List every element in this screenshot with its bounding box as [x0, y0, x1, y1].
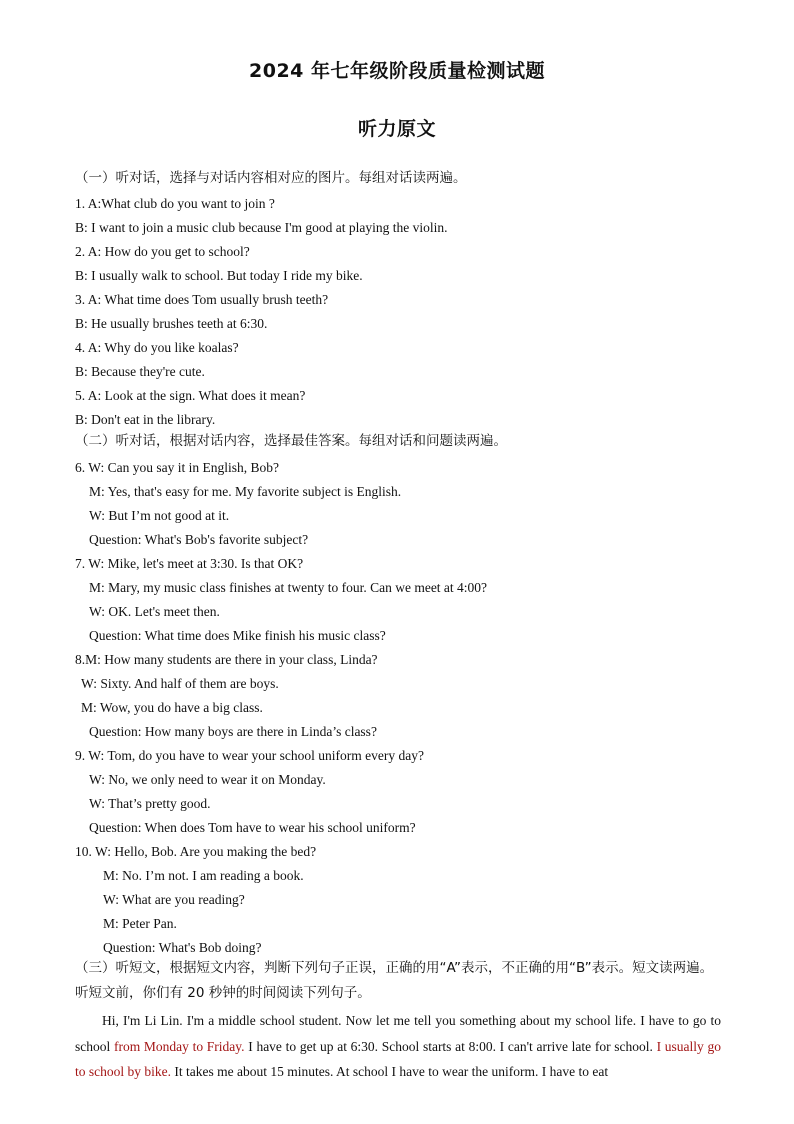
dialogue-line: W: No, we only need to wear it on Monday. [89, 772, 326, 787]
dialogue-line: 6. W: Can you say it in English, Bob? [75, 460, 279, 475]
dialogue-line: 1. A:What club do you want to join ? [75, 196, 275, 211]
passage-highlight: from Monday to Friday. [113, 1038, 245, 1054]
dialogue-line: B: Don't eat in the library. [75, 412, 216, 427]
dialogue-line: M: Mary, my music class finishes at twenty to four. Can we meet at 4:00? [89, 580, 488, 595]
question-line: Question: What's Bob's favorite subject? [89, 532, 309, 547]
dialogue-line: 4. A: Why do you like koalas? [75, 340, 239, 355]
dialogue-line: 2. A: How do you get to school? [75, 244, 250, 259]
dialogue-line: M: Yes, that's easy for me. My favorite subject is English. [89, 484, 402, 499]
passage-paragraph [75, 1008, 721, 1085]
dialogue-line: 7. W: Mike, let's meet at 3:30. Is that OK? [75, 556, 304, 571]
dialogue-line: 3. A: What time does Tom usually brush teeth? [75, 292, 329, 307]
dialogue-line: 10. W: Hello, Bob. Are you making the bed? [75, 844, 317, 859]
dialogue-line: B: I usually walk to school. But today I ride my bike. [75, 268, 363, 283]
document-title: 2024 年七年级阶段质量检测试题 [249, 60, 545, 82]
passage-highlight: I usually go to school by bike. [75, 1038, 722, 1079]
dialogue-line: M: Peter Pan. [103, 916, 177, 931]
dialogue-line: W: OK. Let's meet then. [89, 604, 220, 619]
document-subtitle: 听力原文 [357, 118, 436, 140]
passage-text: I have to get up at 6:30. School starts at 8:00. I can't arrive late for school. [244, 1038, 657, 1054]
section-1-heading: （一）听对话，选择与对话内容相对应的图片。每组对话读两遍。 [75, 170, 467, 186]
dialogue-line: B: I want to join a music club because I'm good at playing the violin. [75, 220, 448, 235]
section-2-heading: （二）听对话，根据对话内容，选择最佳答案。每组对话和问题读两遍。 [75, 433, 507, 449]
passage-text: It takes me about 15 minutes. At school I have to wear the uniform. I have to eat [171, 1064, 609, 1079]
dialogue-line: M: No. I’m not. I am reading a book. [103, 868, 304, 883]
dialogue-line: B: Because they're cute. [75, 364, 205, 379]
dialogue-line: 5. A: Look at the sign. What does it mean? [75, 388, 306, 403]
question-line: Question: What time does Mike finish his music class? [89, 628, 386, 643]
dialogue-line: B: He usually brushes teeth at 6:30. [75, 316, 268, 331]
dialogue-line: 9. W: Tom, do you have to wear your school uniform every day? [75, 748, 424, 763]
passage-text: Hi, I'm Li Lin. I'm a middle school student. Now let me tell you something about my school life. I have to go to school [75, 1013, 721, 1054]
dialogue-line: W: But I’m not good at it. [89, 508, 230, 523]
dialogue-line: 8.M: How many students are there in your class, Linda? [75, 652, 378, 667]
dialogue-line: W: That’s pretty good. [89, 796, 211, 811]
question-line: Question: How many boys are there in Linda’s class? [89, 724, 377, 739]
dialogue-line: W: What are you reading? [103, 892, 245, 907]
question-line: Question: What's Bob doing? [103, 940, 262, 955]
dialogue-line: M: Wow, you do have a big class. [81, 700, 263, 715]
section-3-heading: （三）听短文，根据短文内容，判断下列句子正误，正确的用“A”表示，不正确的用“B”表示。短文读两遍。听短文前，你们有 20 秒钟的时间阅读下列句子。 [75, 960, 714, 1001]
dialogue-line: W: Sixty. And half of them are boys. [81, 676, 279, 691]
question-line: Question: When does Tom have to wear his school uniform? [89, 820, 416, 835]
